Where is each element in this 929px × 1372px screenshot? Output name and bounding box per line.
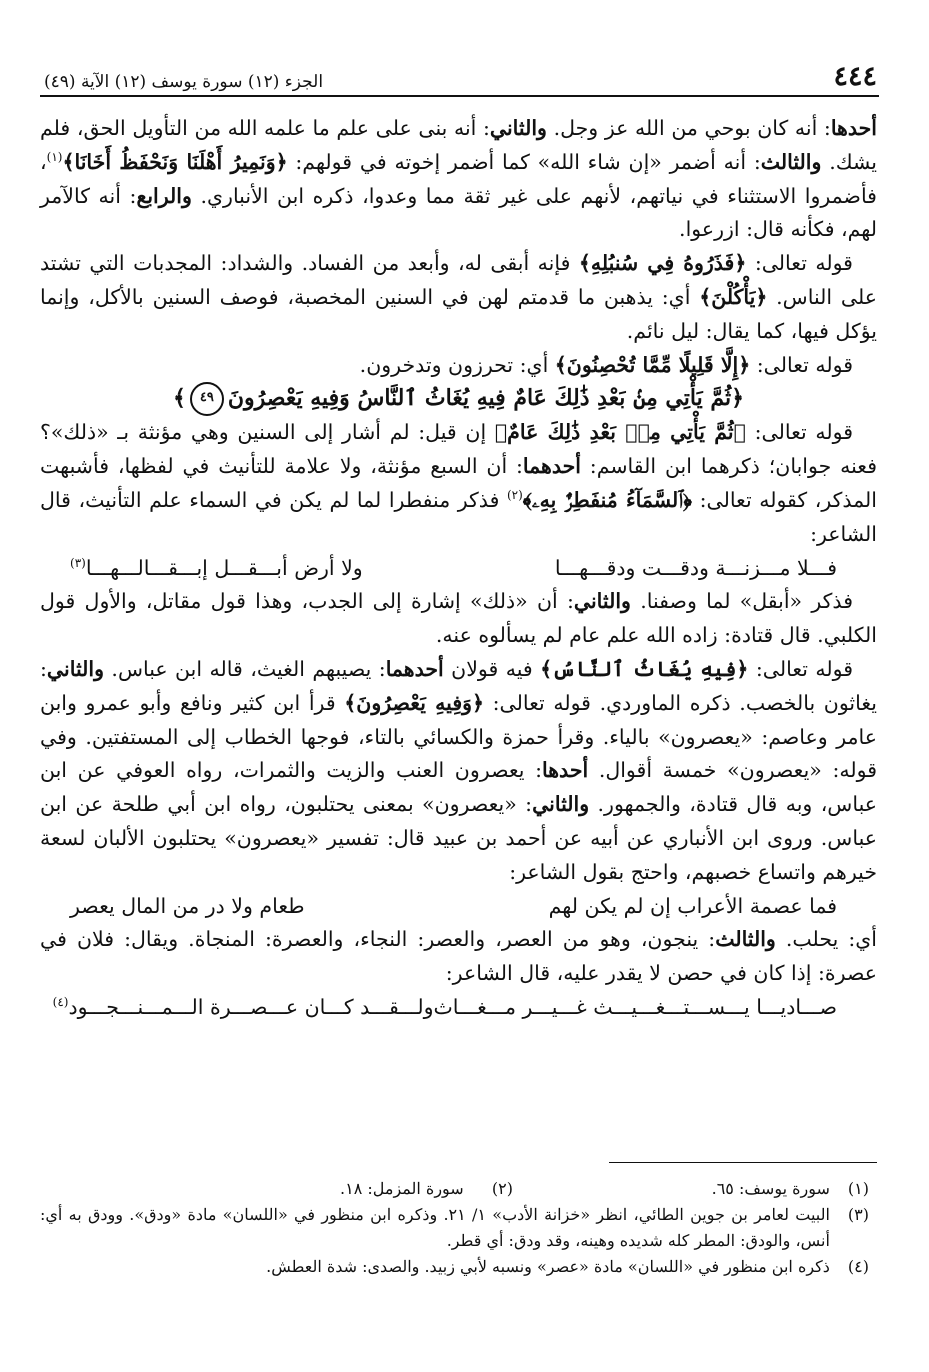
paragraph-opinions bbox=[40, 112, 877, 247]
text: : أنه أضمر «إن شاء الله» كما أضمر إخوته في قولهم: bbox=[287, 149, 761, 174]
verse-heading bbox=[40, 382, 877, 416]
label-first: أحدها bbox=[542, 758, 589, 783]
quran-quote: ﴿ٱلسَّمَآءُ مُنفَطِرٌۢ بِهِۦ﴾ bbox=[522, 487, 693, 512]
hemistich-second: طعام ولا در من المال يعصر bbox=[70, 893, 305, 918]
text: : أنه كان بوحي من الله عز وجل. bbox=[546, 116, 831, 140]
text: أي: يذهبن ما قدمتم لهن في السنين المخصبة، فوصف السنين بالأكل، وإنما يؤكل فيها، كما يقال: ليل نائم. bbox=[40, 284, 877, 343]
text: : يصيبهم الغيث، قاله ابن عباس. bbox=[104, 656, 386, 681]
verse-text: ﴿ثُمَّ يَأْتِي مِنۢ بَعْدِ ذَٰلِكَ عَامٌ فِيهِ يُغَاثُ ٱلنَّاسُ وَفِيهِ يَعْصِرُونَ bbox=[227, 385, 745, 412]
quran-quote: ﴿يَأْكُلْنَ﴾ bbox=[699, 284, 768, 309]
label-third: والثالث bbox=[760, 149, 822, 174]
hemistich-first: فـــلا مـــزنـــة ودقـــت ودقـــهـــا bbox=[554, 555, 837, 580]
footnote-number: (١) bbox=[847, 1179, 869, 1198]
text: ولـــقـــد كـــان عـــصـــرة الـــمـــنـــجـــود bbox=[68, 994, 434, 1019]
footnote-number: (٤) bbox=[847, 1257, 869, 1276]
footnote-text: ذكره ابن منظور في «اللسان» مادة «عصر» ونسبه لأبي زبيد. والصدى: شدة العطش. bbox=[266, 1257, 830, 1276]
label-second: والثاني bbox=[532, 792, 590, 817]
paragraph-yughath bbox=[40, 653, 877, 890]
footnote-text: سورة المزمل: ١٨. bbox=[340, 1179, 464, 1198]
text: : ينجون، وهو من العصر، والعصر: النجاء، والعصرة: المنجاة. ويقال: فلان في عصرة: إذا كان في حصن لا يقدر عليه، قال الشاعر: bbox=[40, 927, 877, 986]
label-second: والثاني bbox=[46, 656, 104, 681]
label-second: والثاني bbox=[489, 116, 547, 140]
text: فإنه أبقى له، وأبعد من الفساد. والشداد: المجدبات التي تشتد على الناس. bbox=[40, 251, 877, 309]
label-third: والثالث bbox=[715, 927, 776, 952]
quran-quote: ﴿وَفِيهِ يَعْصِرُونَ﴾ bbox=[344, 690, 485, 715]
hemistich-second bbox=[70, 552, 363, 586]
poem-verse-3 bbox=[40, 991, 877, 1025]
footnote-ref-4[interactable]: (٤) bbox=[52, 995, 69, 1010]
hemistich-first: صـــاديـــا يـــســـتـــغـــيـــث غـــيـــر مـــغـــاث bbox=[433, 994, 837, 1019]
text: : يغاثون بالخصب. ذكره الماوردي. قوله تعالى: bbox=[40, 656, 877, 715]
quran-quote: ﴿وَنَمِيرُ أَهْلَنَا وَنَحْفَظُ أَخَانَا﴾ bbox=[62, 149, 288, 174]
text: قوله تعالى: bbox=[748, 656, 853, 681]
footnote-number: (٣) bbox=[847, 1205, 869, 1224]
text: فذكر منفطرا لما لم يكن في السماء علم التأنيث، قال الشاعر: bbox=[40, 487, 877, 546]
footnote-ref-3[interactable]: (٣) bbox=[70, 555, 86, 570]
paragraph-tuhsinun bbox=[40, 349, 877, 383]
footnote-row-1-2 bbox=[40, 1176, 869, 1202]
text: ، فأضمروا الاستثناء في نياتهم، لأنهم على غير ثقة مما وعدوا، ذكره ابن الأنباري. bbox=[40, 149, 877, 208]
verse-close: ﴾ bbox=[172, 385, 186, 412]
footnote-pair bbox=[40, 1176, 830, 1202]
footnote-3 bbox=[40, 1202, 869, 1254]
text: إن قيل: لم أشار إلى السنين وهي مؤنثة بـ «ذلك»؟ فعنه جوابان؛ ذكرهما ابن القاسم: bbox=[40, 420, 877, 479]
page-header bbox=[44, 52, 877, 92]
footnotes bbox=[40, 1176, 869, 1280]
text: : أن «ذلك» إشارة إلى الجدب، وهذا قول مقاتل، والأول قول الكلبي. قال قتادة: زاده الله علم عام لم يسألوه عنه. bbox=[40, 589, 877, 648]
label-first: أحدهما bbox=[522, 454, 581, 479]
paragraph-sunbul bbox=[40, 247, 877, 348]
text: : يعصرون العنب والزيت والثمرات، رواه العوفي عن ابن عباس، وبه قال قتادة، والجمهور. bbox=[40, 758, 877, 817]
footnote-ref-1[interactable]: (١) bbox=[46, 149, 63, 164]
footnote-2 bbox=[340, 1176, 513, 1202]
text: فيه قولان bbox=[443, 656, 541, 681]
text: أي: تحرزون وتدخرون. bbox=[359, 352, 555, 377]
text: قوله تعالى: bbox=[745, 420, 853, 445]
ayah-number-badge: ٤٩ bbox=[190, 382, 224, 416]
footnote-ref-2[interactable]: (٢) bbox=[506, 488, 523, 503]
text: : أنه بنى على علم ما علمه الله من التأويل الحق، فلم يشك. bbox=[40, 116, 877, 174]
paragraph-abqal bbox=[40, 585, 877, 653]
main-text bbox=[40, 112, 877, 1025]
text: أي: يحلب. bbox=[775, 927, 877, 952]
text: : «يعصرون» بمعنى يحتلبون، رواه ابن أبي طلحة عن ابن عباس. وروى ابن الأنباري عن أبيه عن أحمد بن عبيد قال: تفسير «يعصرون» يحتلبون الألبان لسعة خيرهم واتساع خصبهم، واحتج بقول الشاعر: bbox=[40, 792, 877, 884]
text: : أن السبع مؤنثة، ولا علامة للتأنيث في لفظها، فأشبهت المذكر، كقوله تعالى: bbox=[40, 454, 877, 512]
text: قرأ ابن كثير ونافع وأبو عمرو وابن عامر وعاصم: «يعصرون» بالياء. وقرأ حمزة والكسائي بالتاء، فوجها الخطاب إلى المستفتين. وفي قوله: «يعصرون» خمسة أقوال. bbox=[40, 690, 877, 783]
paragraph-dhalika bbox=[40, 416, 877, 551]
quran-quote: ﴿فَذَرُوهُ فِي سُنبُلِهِ﴾ bbox=[578, 251, 747, 276]
text: ولا أرض أبـــقـــل إبـــقـــالـــهـــا bbox=[85, 555, 363, 580]
quran-quote: ﴿ثُمَّ يَأْتِي مِنۢ بَعْدِ ذَٰلِكَ عَامٌ﴾ bbox=[494, 420, 746, 445]
text: فذكر «أبقل» لما وصفنا. bbox=[630, 589, 853, 614]
footnote-4 bbox=[40, 1254, 869, 1280]
label-first: أحدها bbox=[830, 116, 877, 140]
footnote-number: (٢) bbox=[491, 1179, 513, 1198]
quran-quote: ﴿فِيهِ يُغَاثُ ٱلنَّاسُ﴾ bbox=[540, 656, 749, 681]
footnote-divider bbox=[609, 1162, 877, 1163]
quran-quote: ﴿إِلَّا قَلِيلًا مِّمَّا تُحْصِنُونَ﴾ bbox=[554, 352, 751, 377]
text: قوله تعالى: bbox=[746, 251, 853, 276]
poem-verse-1 bbox=[40, 552, 877, 586]
running-title: الجزء (١٢) سورة يوسف (١٢) الآية (٤٩) bbox=[44, 72, 324, 92]
text: قوله تعالى: bbox=[750, 352, 853, 377]
text: : أنه كالآمر لهم، فكأنه قال: ازرعوا. bbox=[40, 183, 877, 242]
hemistich-second bbox=[53, 991, 434, 1025]
label-second: والثاني bbox=[573, 589, 631, 614]
label-first: أحدهما bbox=[385, 656, 444, 681]
paragraph-ya-halab bbox=[40, 923, 877, 991]
label-fourth: والرابع bbox=[136, 183, 192, 208]
poem-verse-2 bbox=[40, 890, 877, 924]
footnote-text: سورة يوسف: ٦٥. bbox=[711, 1179, 830, 1198]
header-divider bbox=[40, 95, 879, 97]
footnote-text: البيت لعامر بن جوين الطائي، انظر «خزانة الأدب» ١/ ٢١. وذكره ابن منظور في «اللسان» مادة «ودق». وودق به أي: أنس، والودق: المطر كله شديده وهينه، وقد ودق: أي قطر. bbox=[40, 1205, 830, 1250]
hemistich-first: فما عصمة الأعراب إن لم يكن لهم bbox=[548, 893, 837, 918]
page-number: ٤٤٤ bbox=[833, 61, 877, 92]
